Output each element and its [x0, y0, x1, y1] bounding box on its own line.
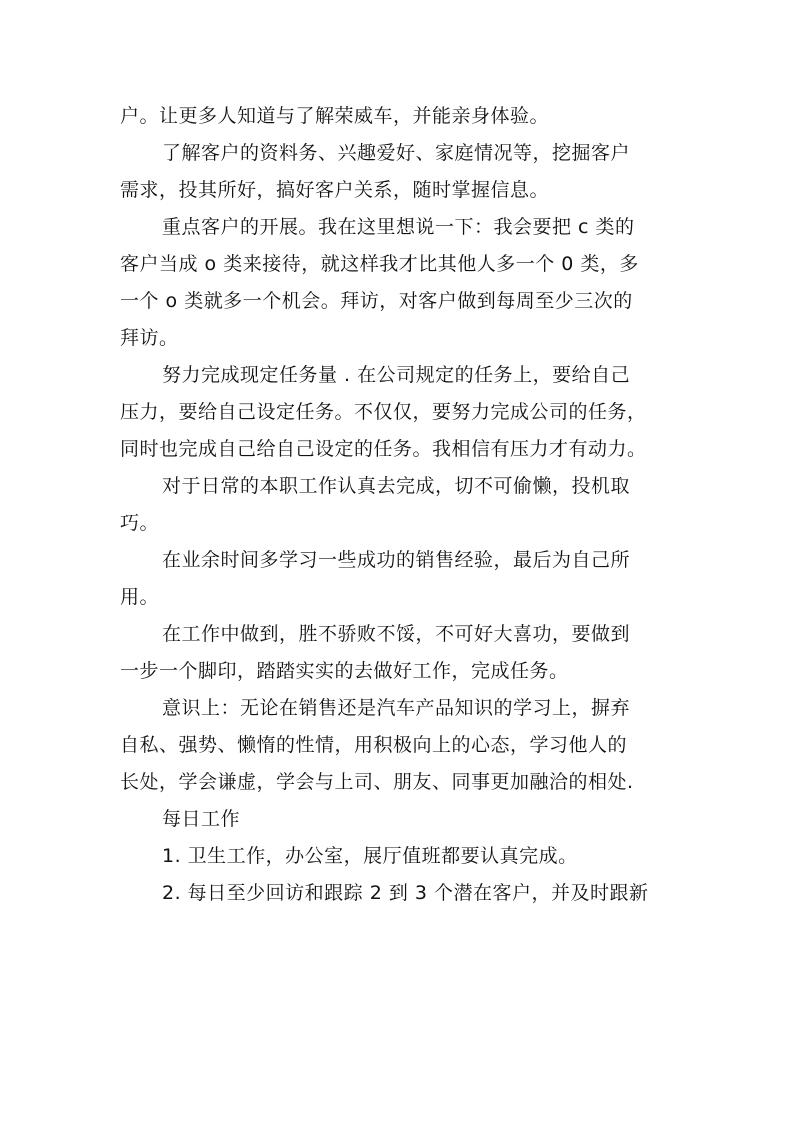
document-body: [120, 98, 680, 912]
list-item-1: 1. 卫生工作，办公室，展厅值班都要认真完成。: [162, 845, 578, 867]
text-line-4: 重点客户的开展。我在这里想说一下：我会要把 c 类的: [162, 216, 635, 238]
text-line-1: 户。让更多人知道与了解荣威车，并能亲身体验。: [120, 105, 550, 127]
text-line-12: 巧。: [120, 512, 160, 534]
text-line-10: 同时也完成自己给自己设定的任务。我相信有压力才有动力。: [120, 438, 647, 460]
text-line-16: 一步一个脚印，踏踏实实的去做好工作，完成任务。: [120, 660, 569, 682]
text-line-13: 在业余时间多学习一些成功的销售经验，最后为自己所: [162, 549, 631, 571]
text-line-9: 压力，要给自己设定任务。不仅仅，要努力完成公司的任务，: [120, 401, 647, 423]
text-line-17: 意识上：无论在销售还是汽车产品知识的学习上，摒弃: [162, 697, 631, 719]
text-line-8: 努力完成现定任务量 . 在公司规定的任务上，要给自己: [162, 364, 631, 386]
section-heading-daily-work: 每日工作: [162, 808, 241, 830]
text-line-6: 一个 o 类就多一个机会。拜访，对客户做到每周至少三次的: [120, 290, 633, 312]
text-line-5: 客户当成 o 类来接待，就这样我才比其他人多一个 0 类，多: [120, 253, 639, 275]
text-line-15: 在工作中做到，胜不骄败不馁，不可好大喜功，要做到: [162, 623, 631, 645]
list-item-2: 2. 每日至少回访和跟踪 2 到 3 个潜在客户，并及时跟新: [162, 882, 649, 904]
text-line-2: 了解客户的资料务、兴趣爱好、家庭情况等，挖掘客户: [162, 142, 631, 164]
text-line-3: 需求，投其所好，搞好客户关系，随时掌握信息。: [120, 179, 550, 201]
text-line-18: 自私、强势、懒惰的性情，用积极向上的心态，学习他人的: [120, 734, 628, 756]
text-line-19: 长处，学会谦虚，学会与上司、朋友、同事更加融洽的相处.: [120, 771, 634, 793]
text-line-7: 拜访。: [120, 327, 179, 349]
text-line-11: 对于日常的本职工作认真去完成，切不可偷懒，投机取: [162, 475, 631, 497]
text-line-14: 用。: [120, 586, 160, 608]
